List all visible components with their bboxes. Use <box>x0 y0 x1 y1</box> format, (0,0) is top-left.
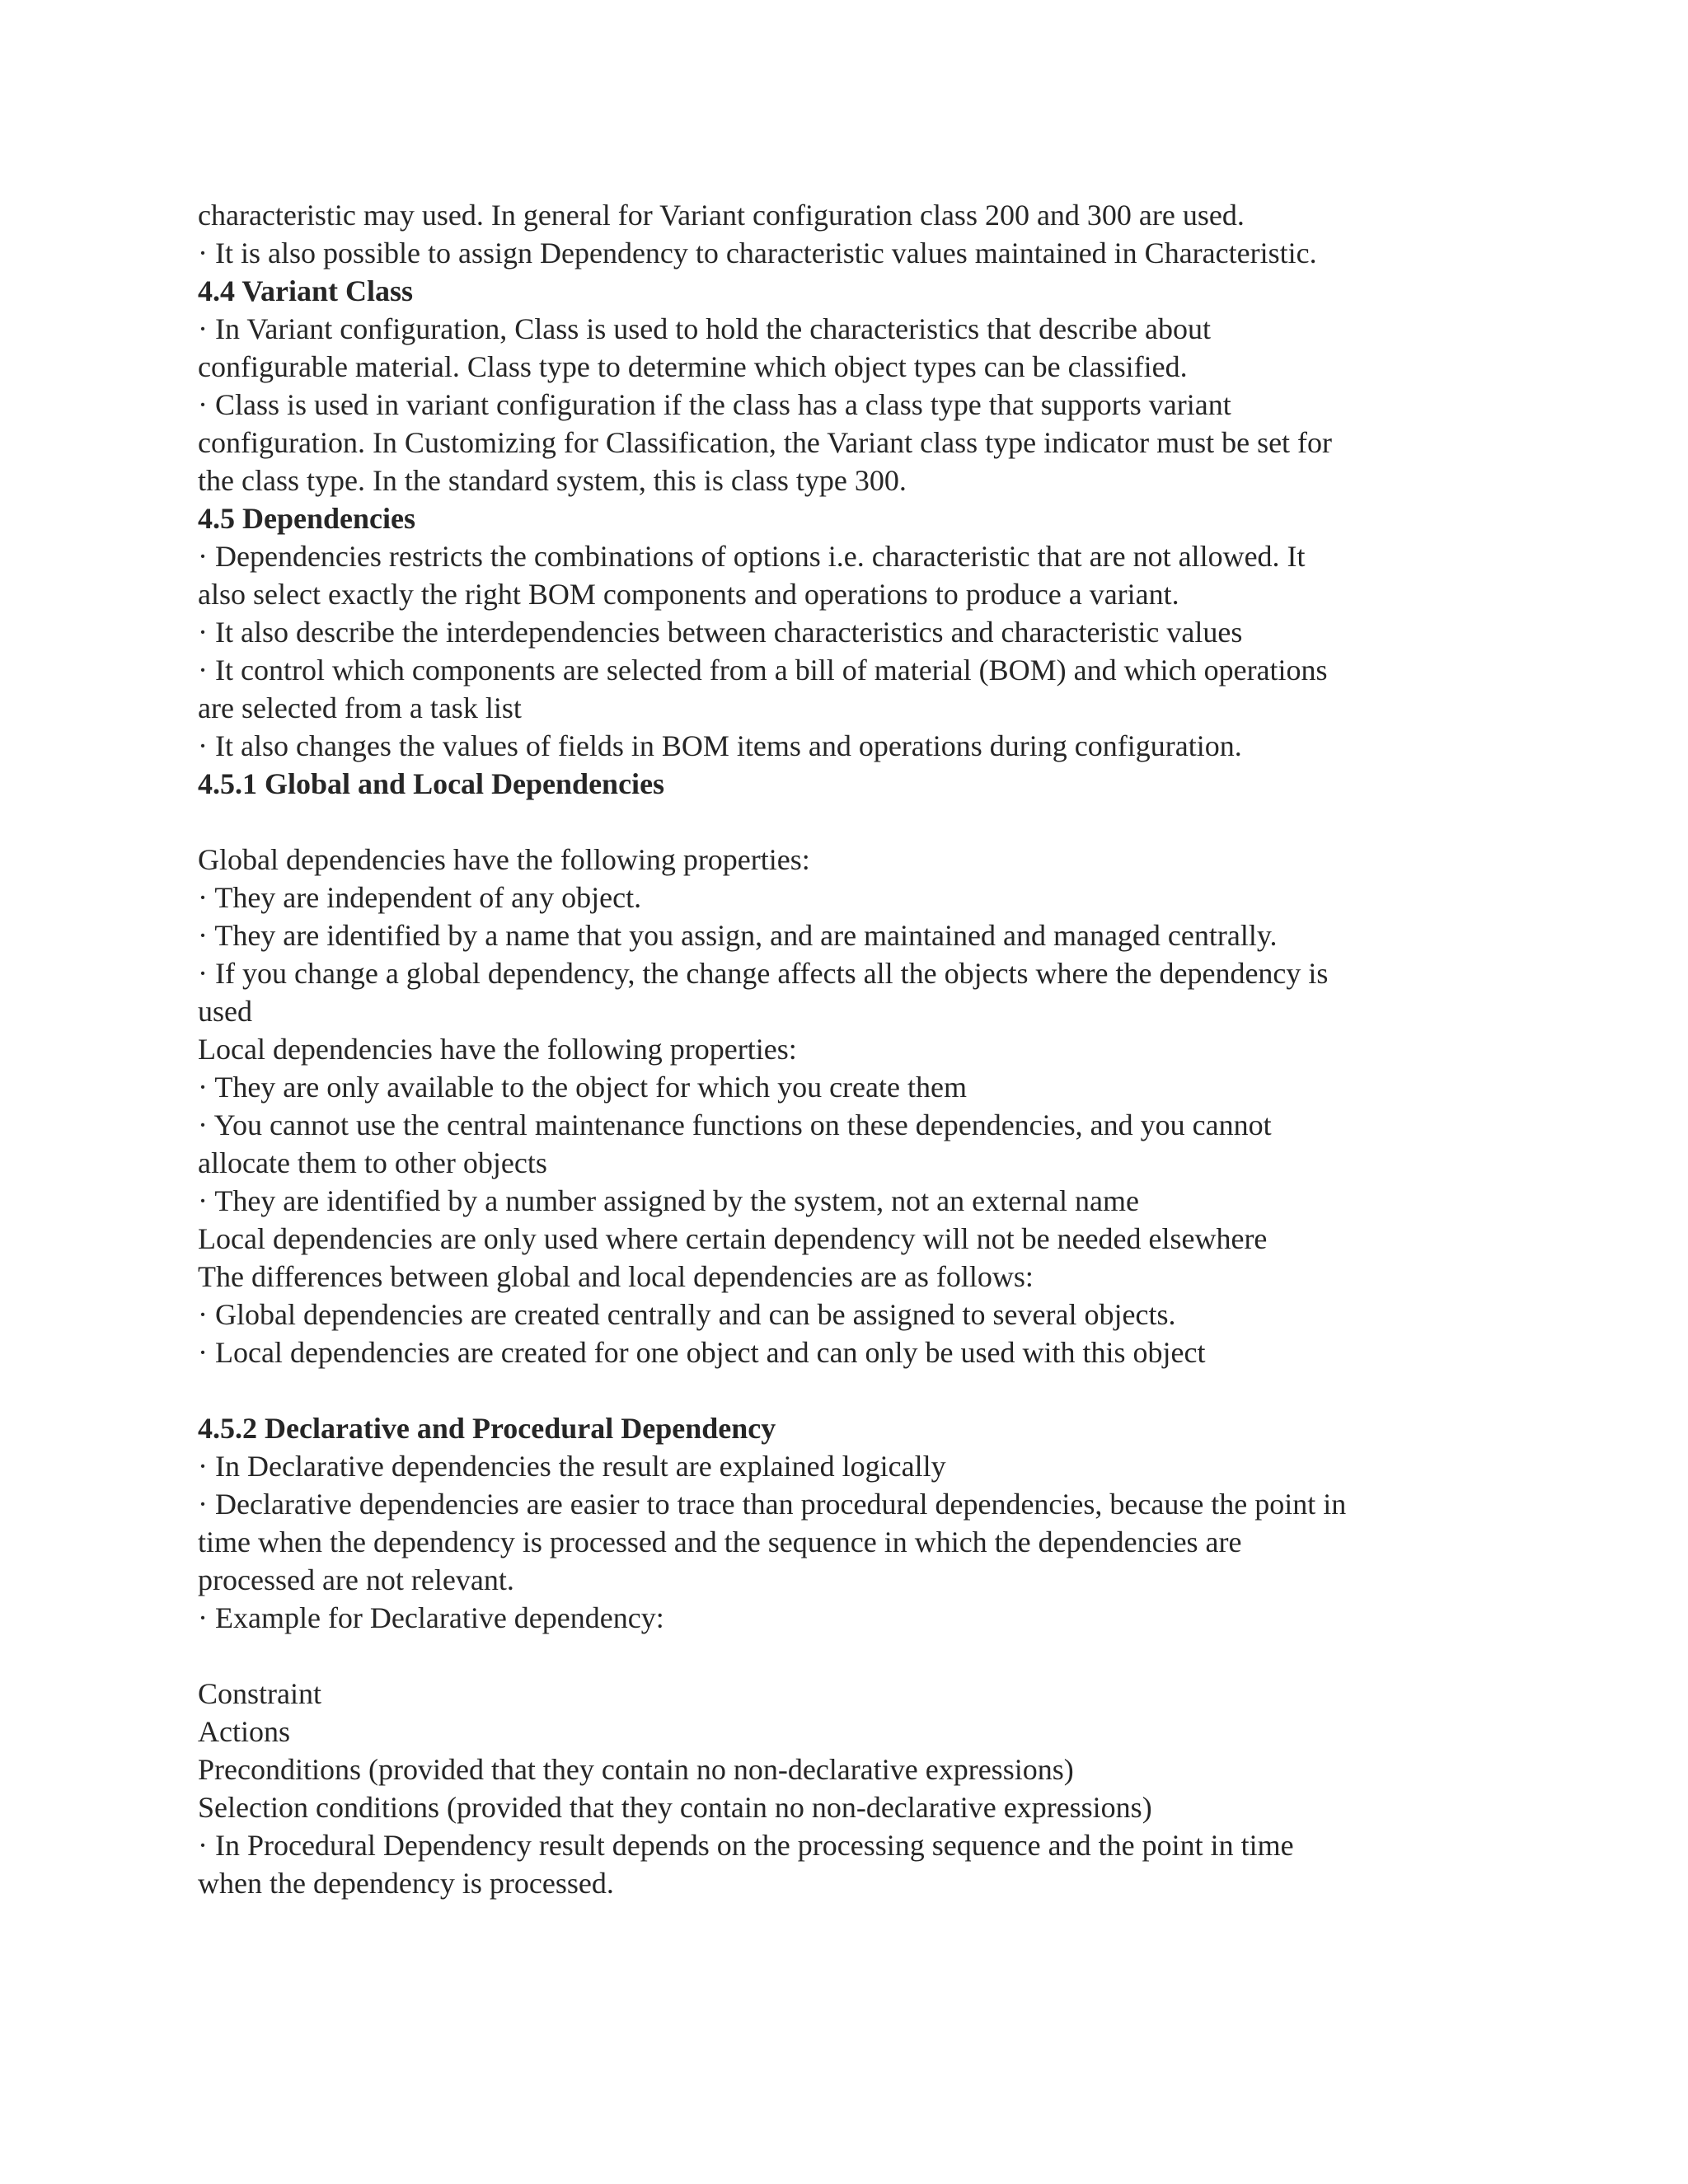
text-line: · They are only available to the object for which you create them <box>198 1071 967 1104</box>
blank-line <box>198 1637 1500 1675</box>
text-line: · In Declarative dependencies the result are explained logically <box>198 1450 946 1483</box>
text-line: Preconditions (provided that they contain no non-declarative expressions) <box>198 1753 1074 1786</box>
section-heading: 4.4 Variant Class <box>198 274 414 307</box>
text-line: · In Variant configuration, Class is used to hold the characteristics that describe about <box>198 312 1211 345</box>
text-line: Selection conditions (provided that they contain no non-declarative expressions) <box>198 1791 1152 1824</box>
text-line: · Class is used in variant configuration if the class has a class type that supports variant <box>198 388 1231 421</box>
section-heading: 4.5.2 Declarative and Procedural Dependency <box>198 1412 776 1445</box>
text-line: when the dependency is processed. <box>198 1867 614 1900</box>
text-line: · You cannot use the central maintenance functions on these dependencies, and you cannot <box>198 1108 1272 1141</box>
text-line: are selected from a task list <box>198 691 522 724</box>
text-line: · It also describe the interdependencies between characteristics and characteristic values <box>198 616 1243 649</box>
text-line: configurable material. Class type to determine which object types can be classified. <box>198 350 1188 383</box>
text-line: · If you change a global dependency, the change affects all the objects where the dependency is <box>198 957 1329 990</box>
text-line: · They are identified by a number assigned by the system, not an external name <box>198 1184 1139 1217</box>
section-heading: 4.5.1 Global and Local Dependencies <box>198 767 665 800</box>
text-line: · In Procedural Dependency result depends on the processing sequence and the point in time <box>198 1829 1294 1862</box>
blank-line <box>198 803 1500 841</box>
text-line: used <box>198 995 252 1028</box>
text-line: · Local dependencies are created for one object and can only be used with this object <box>198 1336 1206 1369</box>
text-line: characteristic may used. In general for Variant configuration class 200 and 300 are used. <box>198 199 1245 232</box>
text-line: Actions <box>198 1715 290 1748</box>
text-line: · It is also possible to assign Dependency to characteristic values maintained in Characteristic. <box>198 237 1317 269</box>
text-line: allocate them to other objects <box>198 1146 547 1179</box>
text-line: · Global dependencies are created centrally and can be assigned to several objects. <box>198 1298 1176 1331</box>
text-line: configuration. In Customizing for Classification, the Variant class type indicator must be set for <box>198 426 1333 459</box>
text-line: · Example for Declarative dependency: <box>198 1601 664 1634</box>
text-line: · They are independent of any object. <box>198 881 642 914</box>
text-line: · Declarative dependencies are easier to trace than procedural dependencies, because the point in <box>198 1488 1347 1521</box>
text-line: Local dependencies have the following properties: <box>198 1033 797 1066</box>
text-line: the class type. In the standard system, this is class type 300. <box>198 464 907 497</box>
blank-line <box>198 1371 1500 1409</box>
text-line: · It also changes the values of fields in BOM items and operations during configuration. <box>198 729 1242 762</box>
text-line: Global dependencies have the following properties: <box>198 843 810 876</box>
section-heading: 4.5 Dependencies <box>198 502 415 535</box>
text-line: · It control which components are selected from a bill of material (BOM) and which operations <box>198 654 1328 687</box>
document-page <box>198 196 1500 1902</box>
text-line: processed are not relevant. <box>198 1563 514 1596</box>
text-line: · They are identified by a name that you assign, and are maintained and managed centrally. <box>198 919 1278 952</box>
text-line: · Dependencies restricts the combinations of options i.e. characteristic that are not allowed. It <box>198 540 1306 573</box>
text-line: time when the dependency is processed and the sequence in which the dependencies are <box>198 1526 1242 1558</box>
text-line: Constraint <box>198 1677 321 1710</box>
text-line: The differences between global and local dependencies are as follows: <box>198 1260 1034 1293</box>
text-line: also select exactly the right BOM components and operations to produce a variant. <box>198 578 1179 611</box>
text-line: Local dependencies are only used where certain dependency will not be needed elsewhere <box>198 1222 1268 1255</box>
